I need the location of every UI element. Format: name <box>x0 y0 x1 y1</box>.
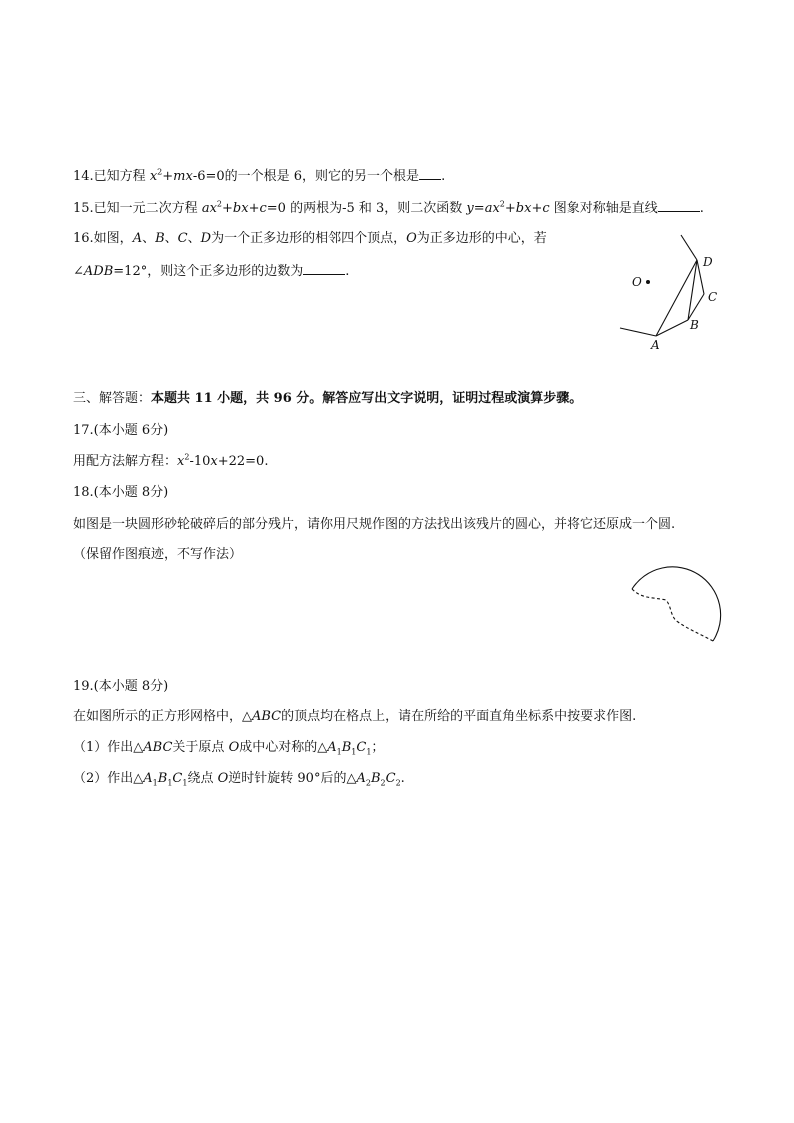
q19-p2-A2: A <box>356 771 366 786</box>
q15-b: b <box>232 201 242 216</box>
q15-plus: + <box>248 201 260 216</box>
question-18-line-1: 如图是一块圆形砂轮破碎后的部分残片，请你用尺规作图的方法找出该残片的圆心，并将它还原成一个圆. <box>73 517 676 532</box>
section-3-label: 三、解答题： <box>73 391 152 406</box>
q19-p2-sub: 2 <box>365 778 371 788</box>
q19-p1-mid2: 成中心对称的△ <box>239 740 328 755</box>
question-19-header: 19.(本小题 8分) <box>73 679 169 694</box>
q19-p1-mid: 关于原点 <box>172 740 229 755</box>
q15-rest: 图象对称轴是直线 <box>549 201 658 216</box>
q15-c: c <box>542 201 550 216</box>
q15-plus: + <box>222 201 233 216</box>
q16-rest: 为正多边形的中心，若 <box>416 231 547 246</box>
q15-answer-blank[interactable] <box>658 199 700 212</box>
q15-a: a <box>201 201 210 216</box>
q16-answer-blank[interactable] <box>303 262 345 275</box>
q19-p1-A: A <box>327 740 337 755</box>
q19-ABC: ABC <box>252 709 282 724</box>
q14-answer-blank[interactable] <box>419 167 441 180</box>
q16-C: C <box>177 231 188 246</box>
q15-plus: + <box>504 201 516 216</box>
q19-p2-end: . <box>400 771 405 786</box>
q14-plus: + <box>162 169 174 184</box>
q16-O: O <box>406 231 417 246</box>
q16-B: B <box>155 231 165 246</box>
label-o: O <box>632 275 642 289</box>
q19-p2-sub: 1 <box>167 778 173 788</box>
q19-p1-C: C <box>356 740 367 755</box>
q19-p1-sub: 1 <box>366 747 372 757</box>
section-3-instructions: 本题共 11 小题，共 96 分。解答应写出文字说明，证明过程或演算步骤。 <box>151 391 583 406</box>
q15-square: 2 <box>499 199 505 209</box>
q17-rest2: +22=0. <box>217 454 269 469</box>
q17-rest: -10 <box>189 454 211 469</box>
q14-rest: -6=0的一个根是 6，则它的另一个根是 <box>192 169 420 184</box>
q16-angle-symbol: ∠ <box>73 264 84 279</box>
q19-p2-C2: C <box>385 771 396 786</box>
q19-p2-A: A <box>143 771 153 786</box>
q15-y: y <box>466 201 474 216</box>
q19-rest: 的顶点均在格点上，请在所给的平面直角坐标系中按要求作图. <box>281 709 637 724</box>
question-16-line-2 <box>73 262 349 280</box>
q14-m: m <box>173 169 186 184</box>
q19-p1-sub: 1 <box>351 747 357 757</box>
q16-ADB: ADB <box>83 264 114 279</box>
q14-x: x <box>149 169 158 184</box>
q15-x: x <box>209 201 217 216</box>
polygon-edge-left <box>620 328 656 336</box>
q17-square: 2 <box>184 452 190 462</box>
q15-a: a <box>484 201 493 216</box>
q15-c: c <box>259 201 267 216</box>
q15-plus: + <box>531 201 543 216</box>
polygon-edge-top <box>681 235 697 260</box>
question-18-line-2: （保留作图痕迹，不写作法） <box>73 547 243 562</box>
q17-prefix: 用配方法解方程： <box>73 454 178 469</box>
q16-polygon-figure <box>615 232 755 352</box>
q15-x: x <box>524 201 532 216</box>
q19-p2-O: O <box>217 771 229 786</box>
center-point-o <box>646 280 650 284</box>
question-17-header: 17.(本小题 6分) <box>73 423 169 438</box>
wheel-arc <box>632 567 721 641</box>
q16-sep: 、 <box>187 231 201 246</box>
q17-x: x <box>210 454 218 469</box>
label-a: A <box>651 338 660 352</box>
question-14 <box>73 167 445 185</box>
q18-broken-wheel-figure <box>628 567 728 647</box>
q19-p1-prefix: （1）作出△ <box>73 740 144 755</box>
label-d: D <box>703 255 713 269</box>
question-19-part-1 <box>73 740 384 756</box>
q14-end: . <box>441 169 446 184</box>
q19-p2-B: B <box>157 771 168 786</box>
q16-prefix: 16.如图， <box>73 231 133 246</box>
question-15 <box>73 199 704 217</box>
broken-edge <box>632 589 713 641</box>
label-b: B <box>690 318 699 332</box>
section-3-heading <box>73 391 582 407</box>
q15-prefix: 15.已知一元二次方程 <box>73 201 202 216</box>
question-18-header: 18.(本小题 8分) <box>73 485 169 500</box>
q19-prefix: 在如图所示的正方形网格中，△ <box>73 709 252 724</box>
question-17-body <box>73 454 268 470</box>
q19-p1-end: ； <box>371 740 385 755</box>
q17-x: x <box>177 454 185 469</box>
q19-p2-prefix: （2）作出△ <box>73 771 144 786</box>
q14-x2: x <box>185 169 193 184</box>
q15-x: x <box>241 201 249 216</box>
q19-p1-sub: 1 <box>336 747 342 757</box>
label-c: C <box>708 290 718 304</box>
q16-end: . <box>345 264 350 279</box>
q19-p2-C: C <box>172 771 183 786</box>
q16-A: A <box>132 231 143 246</box>
q15-mid: =0 的两根为-5 和 3，则二次函数 <box>266 201 467 216</box>
q19-p2-sub: 2 <box>395 778 401 788</box>
question-16-line-1 <box>73 231 547 247</box>
q15-end: . <box>699 201 704 216</box>
q19-p2-mid2: 逆时针旋转 90°后的△ <box>228 771 357 786</box>
q15-x: x <box>492 201 500 216</box>
q14-square: 2 <box>157 167 163 177</box>
q16-sep: 、 <box>142 231 156 246</box>
q16-line2-rest: =12°，则这个正多边形的边数为 <box>113 264 304 279</box>
q16-mid: 为一个正多边形的相邻四个顶点， <box>211 231 407 246</box>
q19-p1-B: B <box>341 740 352 755</box>
q19-p1-O: O <box>228 740 240 755</box>
q19-p2-mid: 绕点 <box>187 771 218 786</box>
q19-p2-B2: B <box>370 771 381 786</box>
q15-eq: = <box>473 201 485 216</box>
q19-p2-sub: 1 <box>152 778 158 788</box>
q16-D: D <box>200 231 212 246</box>
question-19-part-2 <box>73 771 405 787</box>
q15-square: 2 <box>216 199 223 209</box>
q16-sep: 、 <box>164 231 178 246</box>
q19-p1-ABC: ABC <box>143 740 173 755</box>
question-19-line-1 <box>73 709 636 725</box>
q15-b: b <box>515 201 525 216</box>
q19-p2-sub: 2 <box>380 778 386 788</box>
q14-prefix: 14.已知方程 <box>73 169 150 184</box>
q19-p2-sub: 1 <box>182 778 188 788</box>
